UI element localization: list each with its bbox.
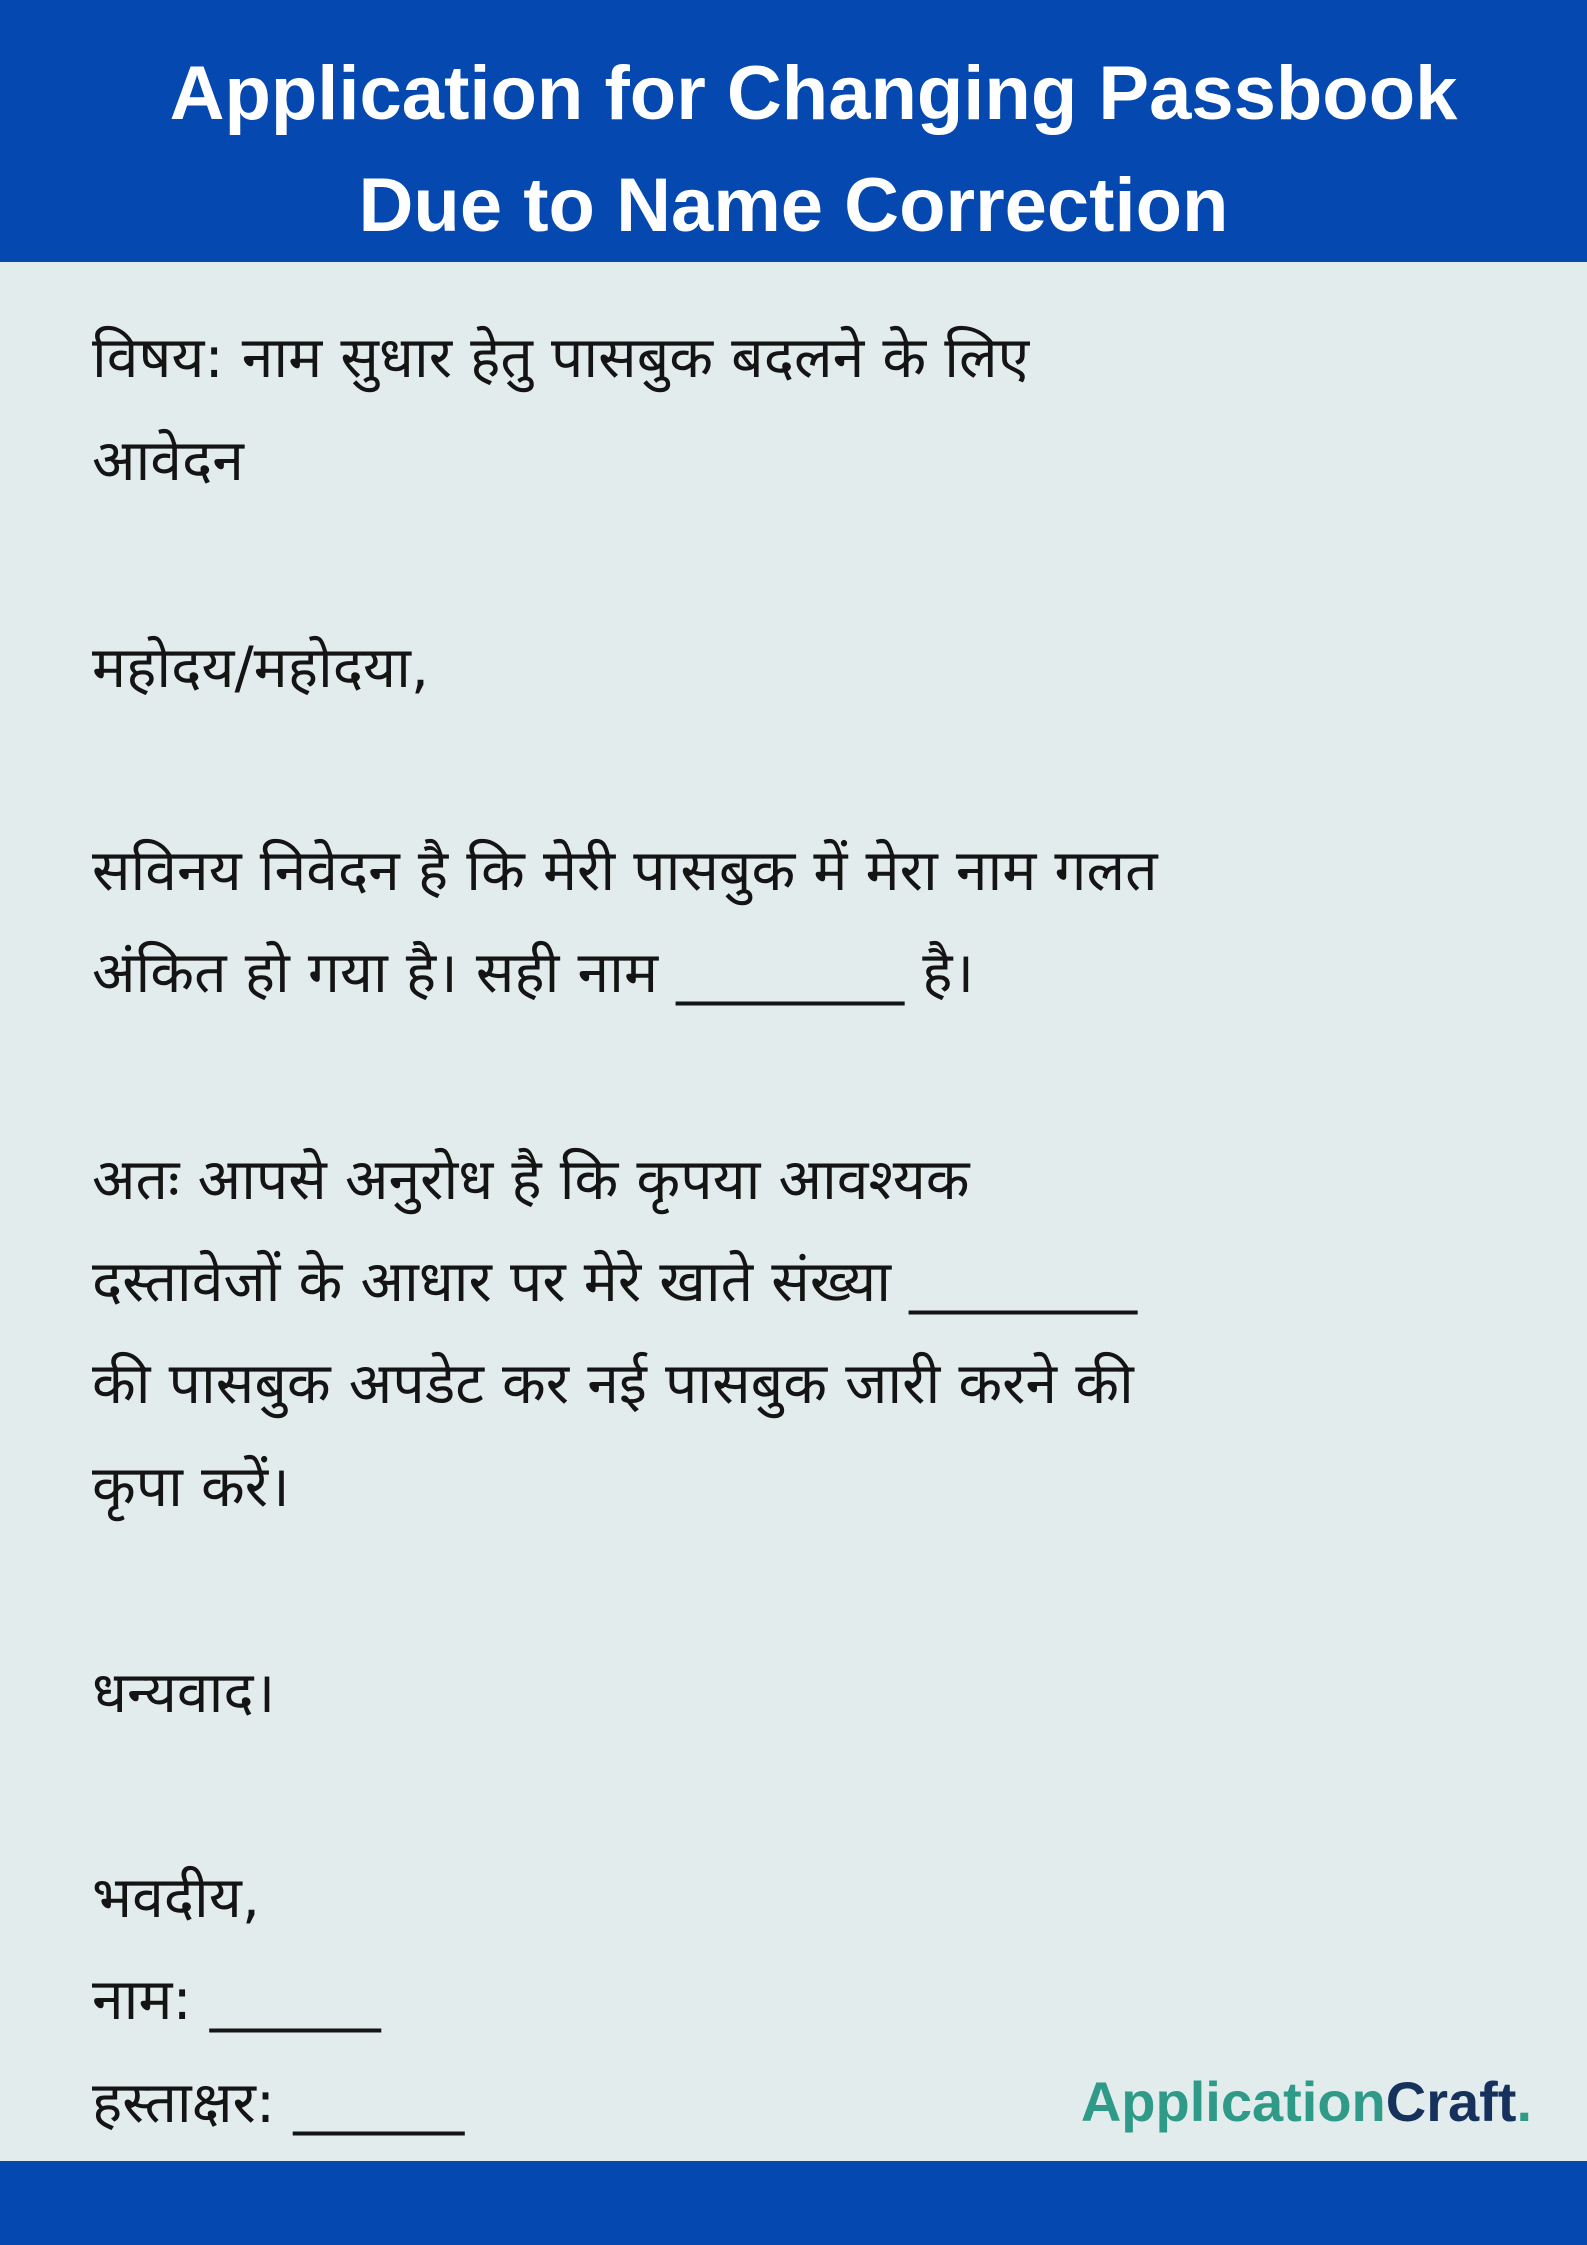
salutation: महोदय/महोदया, bbox=[92, 635, 429, 701]
closing-line: भवदीय, bbox=[92, 1865, 260, 1931]
name-field-line: नाम: ______ bbox=[92, 1967, 381, 2033]
page-title-line-1: Application for Changing Passbook bbox=[169, 51, 1458, 136]
subject-line-2: आवेदन bbox=[92, 428, 244, 494]
paragraph-2-line-1: अतः आपसे अनुरोध है कि कृपया आवश्यक bbox=[92, 1147, 970, 1213]
footer-bar bbox=[0, 2161, 1587, 2245]
paragraph-2-line-2: दस्तावेजों के आधार पर मेरे खाते संख्या ________ bbox=[92, 1249, 1138, 1315]
logo-dot: . bbox=[1516, 2070, 1532, 2133]
paragraph-2-line-4: कृपा करें। bbox=[92, 1454, 290, 1520]
paragraph-2-line-3: की पासबुक अपडेट कर नई पासबुक जारी करने की bbox=[92, 1351, 1134, 1417]
header-banner bbox=[0, 0, 1587, 262]
thanks-line: धन्यवाद। bbox=[92, 1660, 276, 1726]
signature-field-line: हस्ताक्षर: ______ bbox=[92, 2070, 465, 2136]
brand-logo bbox=[1080, 2070, 1532, 2133]
logo-text-application: Application bbox=[1080, 2070, 1386, 2133]
subject-line-1: विषय: नाम सुधार हेतु पासबुक बदलने के लिए bbox=[92, 325, 1030, 391]
paragraph-1-line-2: अंकित हो गया है। सही नाम ________ है। bbox=[92, 940, 975, 1006]
logo-text-craft: Craft bbox=[1385, 2070, 1517, 2133]
page-title-line-2: Due to Name Correction bbox=[358, 163, 1229, 248]
paragraph-1-line-1: सविनय निवेदन है कि मेरी पासबुक में मेरा नाम गलत bbox=[92, 838, 1158, 904]
